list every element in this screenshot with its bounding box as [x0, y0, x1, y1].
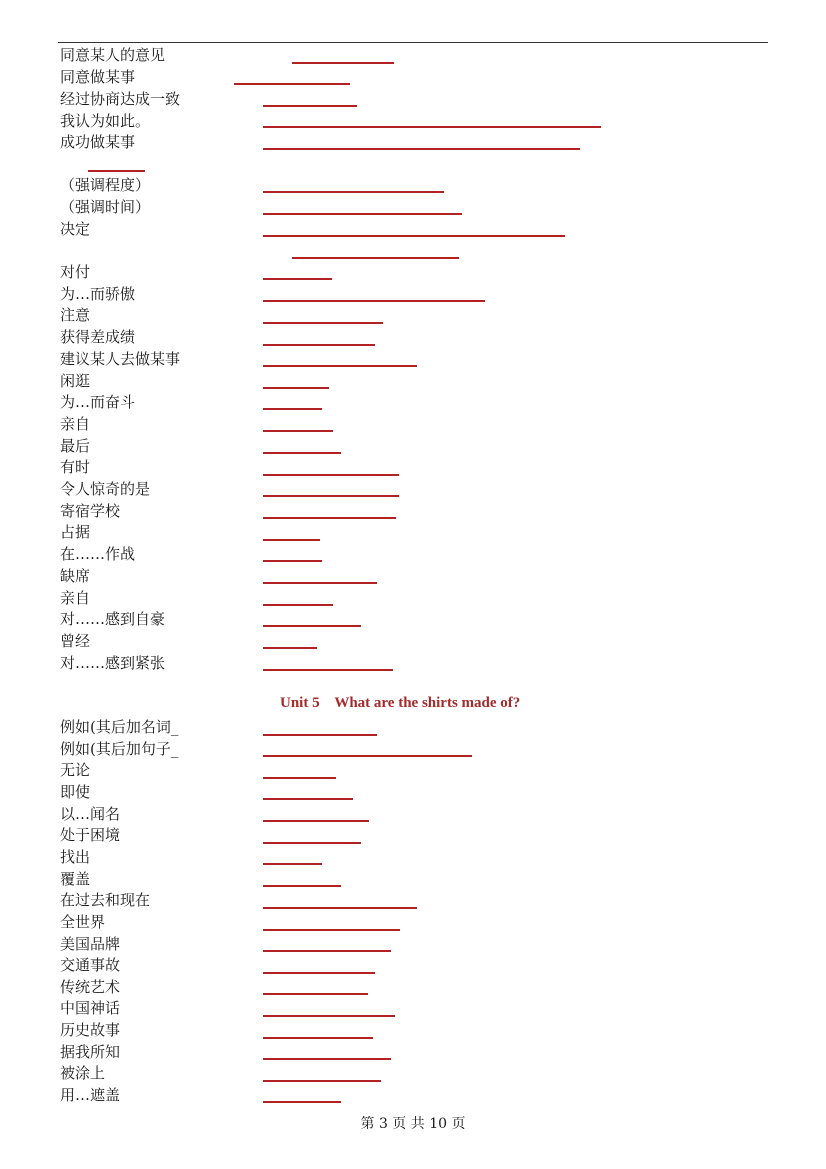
- answer-blank[interactable]: [263, 1037, 373, 1039]
- phrase-label: 美国品牌: [60, 935, 121, 953]
- phrase-label: 有时: [60, 458, 91, 476]
- phrase-label: 中国神话: [60, 999, 121, 1017]
- answer-blank[interactable]: [263, 1058, 391, 1060]
- answer-blank[interactable]: [263, 1015, 395, 1017]
- answer-blank[interactable]: [263, 560, 322, 562]
- phrase-label: 对……感到自豪: [60, 610, 166, 628]
- phrase-label: 获得差成绩: [60, 328, 136, 346]
- phrase-label: 闲逛: [60, 372, 91, 390]
- phrase-label: 同意做某事: [60, 68, 136, 86]
- answer-blank[interactable]: [263, 972, 375, 974]
- phrase-label: 历史故事: [60, 1021, 121, 1039]
- phrase-label: 经过协商达成一致: [60, 90, 181, 108]
- answer-blank[interactable]: [263, 105, 357, 107]
- answer-blank[interactable]: [263, 278, 332, 280]
- phrase-label: （强调程度）: [60, 176, 151, 194]
- answer-blank[interactable]: [263, 235, 565, 237]
- phrase-label: 曾经: [60, 632, 91, 650]
- answer-blank[interactable]: [263, 734, 377, 736]
- phrase-label: 同意某人的意见: [60, 46, 166, 64]
- phrase-label: 寄宿学校: [60, 502, 121, 520]
- answer-blank[interactable]: [263, 929, 400, 931]
- answer-blank[interactable]: [263, 842, 361, 844]
- answer-blank[interactable]: [292, 62, 394, 64]
- answer-blank[interactable]: [263, 1080, 381, 1082]
- phrase-label: 在……作战: [60, 545, 136, 563]
- answer-blank[interactable]: [263, 669, 393, 671]
- answer-blank[interactable]: [234, 83, 350, 85]
- phrase-label: 令人惊奇的是: [60, 480, 151, 498]
- answer-blank[interactable]: [263, 191, 444, 193]
- phrase-label: 全世界: [60, 913, 106, 931]
- phrase-label: 对……感到紧张: [60, 654, 166, 672]
- answer-blank[interactable]: [88, 170, 145, 172]
- answer-blank[interactable]: [263, 474, 399, 476]
- phrase-label: 缺席: [60, 567, 91, 585]
- answer-blank[interactable]: [263, 300, 485, 302]
- answer-blank[interactable]: [263, 604, 333, 606]
- answer-blank[interactable]: [263, 993, 368, 995]
- page-number: 第 3 页 共 10 页: [360, 1116, 466, 1132]
- answer-blank[interactable]: [263, 625, 361, 627]
- phrase-label: 注意: [60, 306, 91, 324]
- phrase-label: 找出: [60, 848, 91, 866]
- answer-blank[interactable]: [263, 365, 417, 367]
- answer-blank[interactable]: [263, 798, 353, 800]
- phrase-label: 例如(其后加句子_: [60, 740, 179, 758]
- answer-blank[interactable]: [263, 148, 580, 150]
- answer-blank[interactable]: [263, 452, 341, 454]
- phrase-label: 在过去和现在: [60, 891, 151, 909]
- phrase-label: （强调时间）: [60, 198, 151, 216]
- answer-blank[interactable]: [292, 257, 459, 259]
- phrase-label: 处于困境: [60, 826, 121, 844]
- phrase-label: 用…遮盖: [60, 1086, 121, 1104]
- answer-blank[interactable]: [263, 582, 377, 584]
- answer-blank[interactable]: [263, 213, 462, 215]
- answer-blank[interactable]: [263, 755, 472, 757]
- answer-blank[interactable]: [263, 1101, 341, 1103]
- phrase-label: 例如(其后加名词_: [60, 718, 179, 736]
- answer-blank[interactable]: [263, 517, 396, 519]
- answer-blank[interactable]: [263, 322, 383, 324]
- phrase-label: 成功做某事: [60, 133, 136, 151]
- phrase-label: 无论: [60, 761, 91, 779]
- phrase-label: 亲自: [60, 415, 91, 433]
- answer-blank[interactable]: [263, 430, 333, 432]
- answer-blank[interactable]: [263, 777, 336, 779]
- phrase-label: 亲自: [60, 589, 91, 607]
- phrase-label: 为…而奋斗: [60, 393, 136, 411]
- answer-blank[interactable]: [263, 495, 399, 497]
- answer-blank[interactable]: [263, 344, 375, 346]
- phrase-label: 为…而骄傲: [60, 285, 136, 303]
- top-rule: [58, 42, 768, 43]
- answer-blank[interactable]: [263, 907, 417, 909]
- answer-blank[interactable]: [263, 539, 320, 541]
- phrase-label: 我认为如此。: [60, 112, 151, 130]
- answer-blank[interactable]: [263, 126, 601, 128]
- phrase-label: 传统艺术: [60, 978, 121, 996]
- phrase-label: 决定: [60, 220, 91, 238]
- phrase-label: 即使: [60, 783, 91, 801]
- answer-blank[interactable]: [263, 647, 317, 649]
- answer-blank[interactable]: [263, 950, 391, 952]
- answer-blank[interactable]: [263, 408, 322, 410]
- phrase-label: 据我所知: [60, 1043, 121, 1061]
- phrase-label: 被涂上: [60, 1064, 106, 1082]
- answer-blank[interactable]: [263, 863, 322, 865]
- answer-blank[interactable]: [263, 885, 341, 887]
- phrase-label: 对付: [60, 263, 91, 281]
- unit-title: Unit 5 What are the shirts made of?: [280, 695, 521, 711]
- answer-blank[interactable]: [263, 820, 369, 822]
- phrase-label: 交通事故: [60, 956, 121, 974]
- phrase-label: 最后: [60, 437, 91, 455]
- answer-blank[interactable]: [263, 387, 329, 389]
- phrase-label: 覆盖: [60, 870, 91, 888]
- phrase-label: 建议某人去做某事: [60, 350, 181, 368]
- phrase-label: 以…闻名: [60, 805, 121, 823]
- phrase-label: 占据: [60, 523, 91, 541]
